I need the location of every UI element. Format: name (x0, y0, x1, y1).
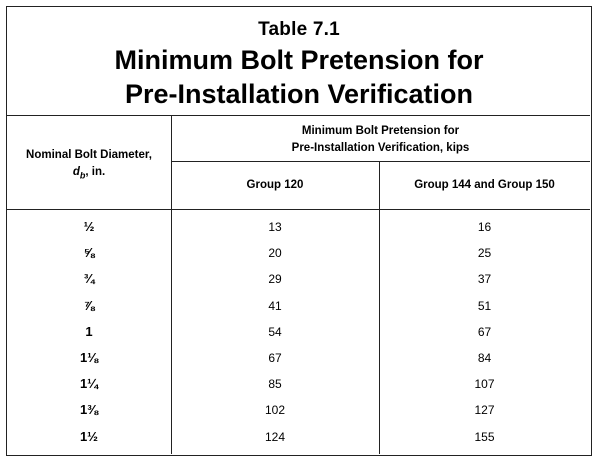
cell-group144-150: 67 (477, 324, 492, 339)
cell-diameter: ½ (83, 219, 95, 234)
group-header-divider (171, 161, 590, 162)
cell-group120: 54 (268, 324, 282, 339)
column-header-group144-150: Group 144 and Group 150 (414, 179, 555, 191)
cell-group120: 13 (268, 220, 282, 234)
cell-diameter: 1¼ (79, 376, 99, 392)
cell-diameter: ¾ (83, 271, 95, 287)
table-title-line1: Minimum Bolt Pretension for (114, 45, 484, 75)
cell-diameter: 1⅜ (79, 402, 99, 418)
group-header: Minimum Bolt Pretension for Pre-Installation Verification, kips (291, 125, 470, 154)
header-divider (7, 209, 590, 210)
cell-diameter: 1½ (79, 428, 99, 444)
cell-group144-150: 51 (477, 298, 492, 313)
cell-group144-150: 16 (477, 220, 492, 234)
table-frame (6, 6, 592, 456)
cell-diameter: ⅞ (83, 297, 95, 313)
cell-group144-150: 25 (477, 246, 492, 261)
cell-group144-150: 127 (474, 403, 495, 418)
table-number: Table 7.1 (258, 19, 340, 40)
cell-group120: 41 (268, 298, 282, 313)
cell-group120: 102 (264, 403, 286, 418)
cell-group144-150: 155 (474, 429, 495, 444)
column-header-group120: Group 120 (246, 179, 304, 191)
cell-group120: 20 (268, 246, 282, 261)
cell-group120: 124 (264, 429, 286, 444)
cell-diameter: 1⅛ (79, 350, 99, 365)
cell-group120: 85 (268, 377, 282, 392)
cell-diameter: 1 (85, 323, 93, 339)
table-title-line2: Pre-Installation Verification (124, 79, 474, 109)
title-divider (7, 115, 590, 116)
cell-group144-150: 84 (477, 351, 492, 365)
cell-group120: 67 (268, 351, 282, 365)
cell-group144-150: 107 (474, 377, 495, 392)
table-title-block (7, 7, 591, 115)
cell-group120: 29 (268, 272, 282, 287)
cell-diameter: ⅝ (83, 245, 95, 261)
column-header-diameter: Nominal Bolt Diameter, $d_b$, in. (26, 149, 152, 181)
cell-group144-150: 37 (477, 272, 492, 287)
